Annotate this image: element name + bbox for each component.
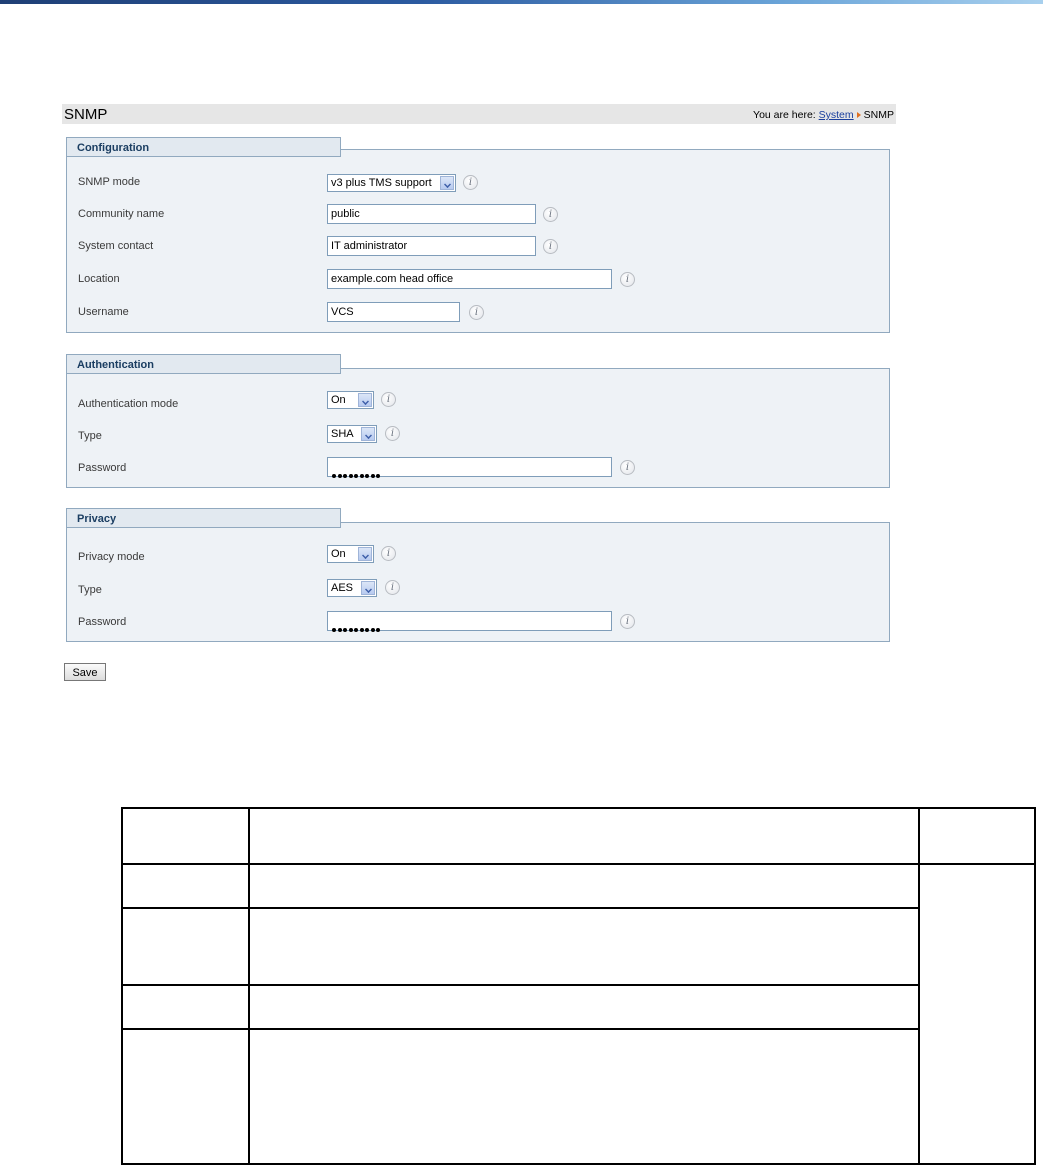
save-button[interactable]: Save (64, 663, 106, 681)
privacy-heading: Privacy (66, 508, 341, 528)
snmp-mode-value: v3 plus TMS support (331, 177, 432, 189)
authentication-heading: Authentication (66, 354, 341, 374)
authentication-mode-value: On (331, 394, 346, 406)
info-icon[interactable]: i (543, 239, 558, 254)
info-icon[interactable]: i (381, 546, 396, 561)
community-name-label: Community name (78, 208, 165, 220)
authentication-type-select[interactable] (327, 425, 377, 443)
privacy-password-input[interactable] (327, 611, 612, 631)
page-title: SNMP (64, 106, 108, 123)
table-cell (249, 985, 920, 1029)
breadcrumb-prefix: You are here: (753, 109, 816, 121)
table-cell (249, 808, 920, 864)
chevron-down-icon (440, 176, 454, 190)
authentication-mode-select[interactable] (327, 391, 374, 409)
privacy-password-label: Password (78, 616, 127, 628)
chevron-down-icon (361, 427, 375, 441)
breadcrumb (753, 109, 894, 121)
privacy-mode-select[interactable] (327, 545, 374, 563)
document-table (121, 807, 1036, 1165)
system-contact-input[interactable]: IT administrator (327, 236, 536, 256)
username-input[interactable]: VCS (327, 302, 460, 322)
info-icon[interactable]: i (381, 392, 396, 407)
community-name-input[interactable]: public (327, 204, 536, 224)
configuration-heading: Configuration (66, 137, 341, 157)
system-contact-label: System contact (78, 240, 154, 252)
location-input[interactable]: example.com head office (327, 269, 612, 289)
authentication-type-label: Type (78, 430, 102, 442)
page-header (62, 104, 896, 124)
table-cell (122, 985, 249, 1029)
table-cell (919, 808, 1035, 864)
info-icon[interactable]: i (543, 207, 558, 222)
privacy-type-label: Type (78, 584, 102, 596)
password-mask (332, 619, 382, 623)
breadcrumb-link-system[interactable]: System (818, 109, 854, 121)
breadcrumb-current: SNMP (863, 109, 894, 121)
top-accent-bar (0, 0, 1043, 4)
chevron-down-icon (358, 393, 372, 407)
privacy-type-value: AES (331, 582, 354, 594)
password-mask (332, 465, 382, 469)
snmp-mode-label: SNMP mode (78, 176, 141, 188)
location-label: Location (78, 273, 120, 285)
authentication-password-label: Password (78, 462, 127, 474)
table-cell (249, 864, 920, 908)
privacy-type-select[interactable] (327, 579, 377, 597)
privacy-mode-label: Privacy mode (78, 551, 145, 563)
table-cell (122, 908, 249, 985)
info-icon[interactable]: i (620, 614, 635, 629)
chevron-down-icon (358, 547, 372, 561)
privacy-mode-value: On (331, 548, 346, 560)
info-icon[interactable]: i (620, 272, 635, 287)
authentication-mode-label: Authentication mode (78, 398, 179, 410)
table-cell (122, 808, 249, 864)
snmp-mode-select[interactable] (327, 174, 456, 192)
info-icon[interactable]: i (385, 580, 400, 595)
chevron-down-icon (361, 581, 375, 595)
table-cell (249, 1029, 920, 1164)
table-cell (122, 864, 249, 908)
username-label: Username (78, 306, 129, 318)
info-icon[interactable]: i (463, 175, 478, 190)
breadcrumb-arrow-icon (857, 112, 861, 118)
table-cell (919, 864, 1035, 1164)
info-icon[interactable]: i (385, 426, 400, 441)
table-cell (122, 1029, 249, 1164)
table-cell (249, 908, 920, 985)
info-icon[interactable]: i (620, 460, 635, 475)
authentication-password-input[interactable] (327, 457, 612, 477)
info-icon[interactable]: i (469, 305, 484, 320)
authentication-type-value: SHA (331, 428, 354, 440)
